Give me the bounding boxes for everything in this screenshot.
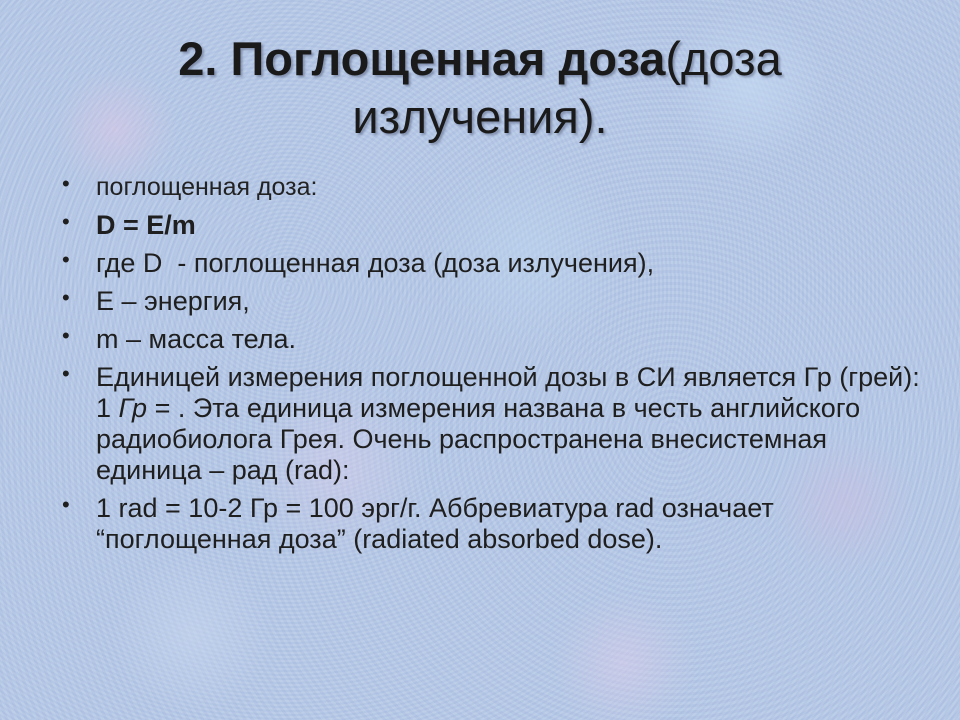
list-item-text: Е – энергия, <box>96 286 250 316</box>
list-item-text: поглощенная доза: <box>96 173 318 201</box>
list-item <box>62 172 922 203</box>
list-item-text: 1 rad = 10-2 Гр = 100 эрг/г. Аббревиатура rad означает “поглощенная доза” (radiated absorbed dose). <box>96 493 774 554</box>
bullet-icon: • <box>62 361 70 386</box>
bullet-icon: • <box>62 247 70 272</box>
bullet-icon: • <box>62 323 70 348</box>
list-item-text-b: = . Эта единица измерения названа в честь английского радиобиолога Грея. Очень распространена внесистемная единица – рад (rad): <box>96 393 861 485</box>
list-item <box>62 286 922 317</box>
bullet-icon: • <box>62 492 70 517</box>
formula-text: D = E/m <box>96 210 196 240</box>
list-item <box>62 248 922 279</box>
bullet-icon: • <box>62 209 70 234</box>
bullet-icon: • <box>62 285 70 310</box>
list-item-text-a: Единицей измерения поглощенной дозы в СИ является Гр (грей): 1 <box>96 362 920 423</box>
list-item <box>62 210 922 241</box>
list-item <box>62 324 922 355</box>
list-item <box>62 493 922 555</box>
title-normal-part: (доза излучения). <box>352 32 782 143</box>
title-bold-part: 2. Поглощенная доза <box>178 32 666 85</box>
list-item-text: m – масса тела. <box>96 324 297 354</box>
list-item-text: где D - поглощенная доза (доза излучения), <box>96 248 655 278</box>
bullet-icon: • <box>62 171 70 196</box>
slide-title <box>100 30 860 146</box>
list-item-text-em: Гр <box>118 393 148 423</box>
bullet-list <box>62 172 922 562</box>
list-item <box>62 362 922 486</box>
